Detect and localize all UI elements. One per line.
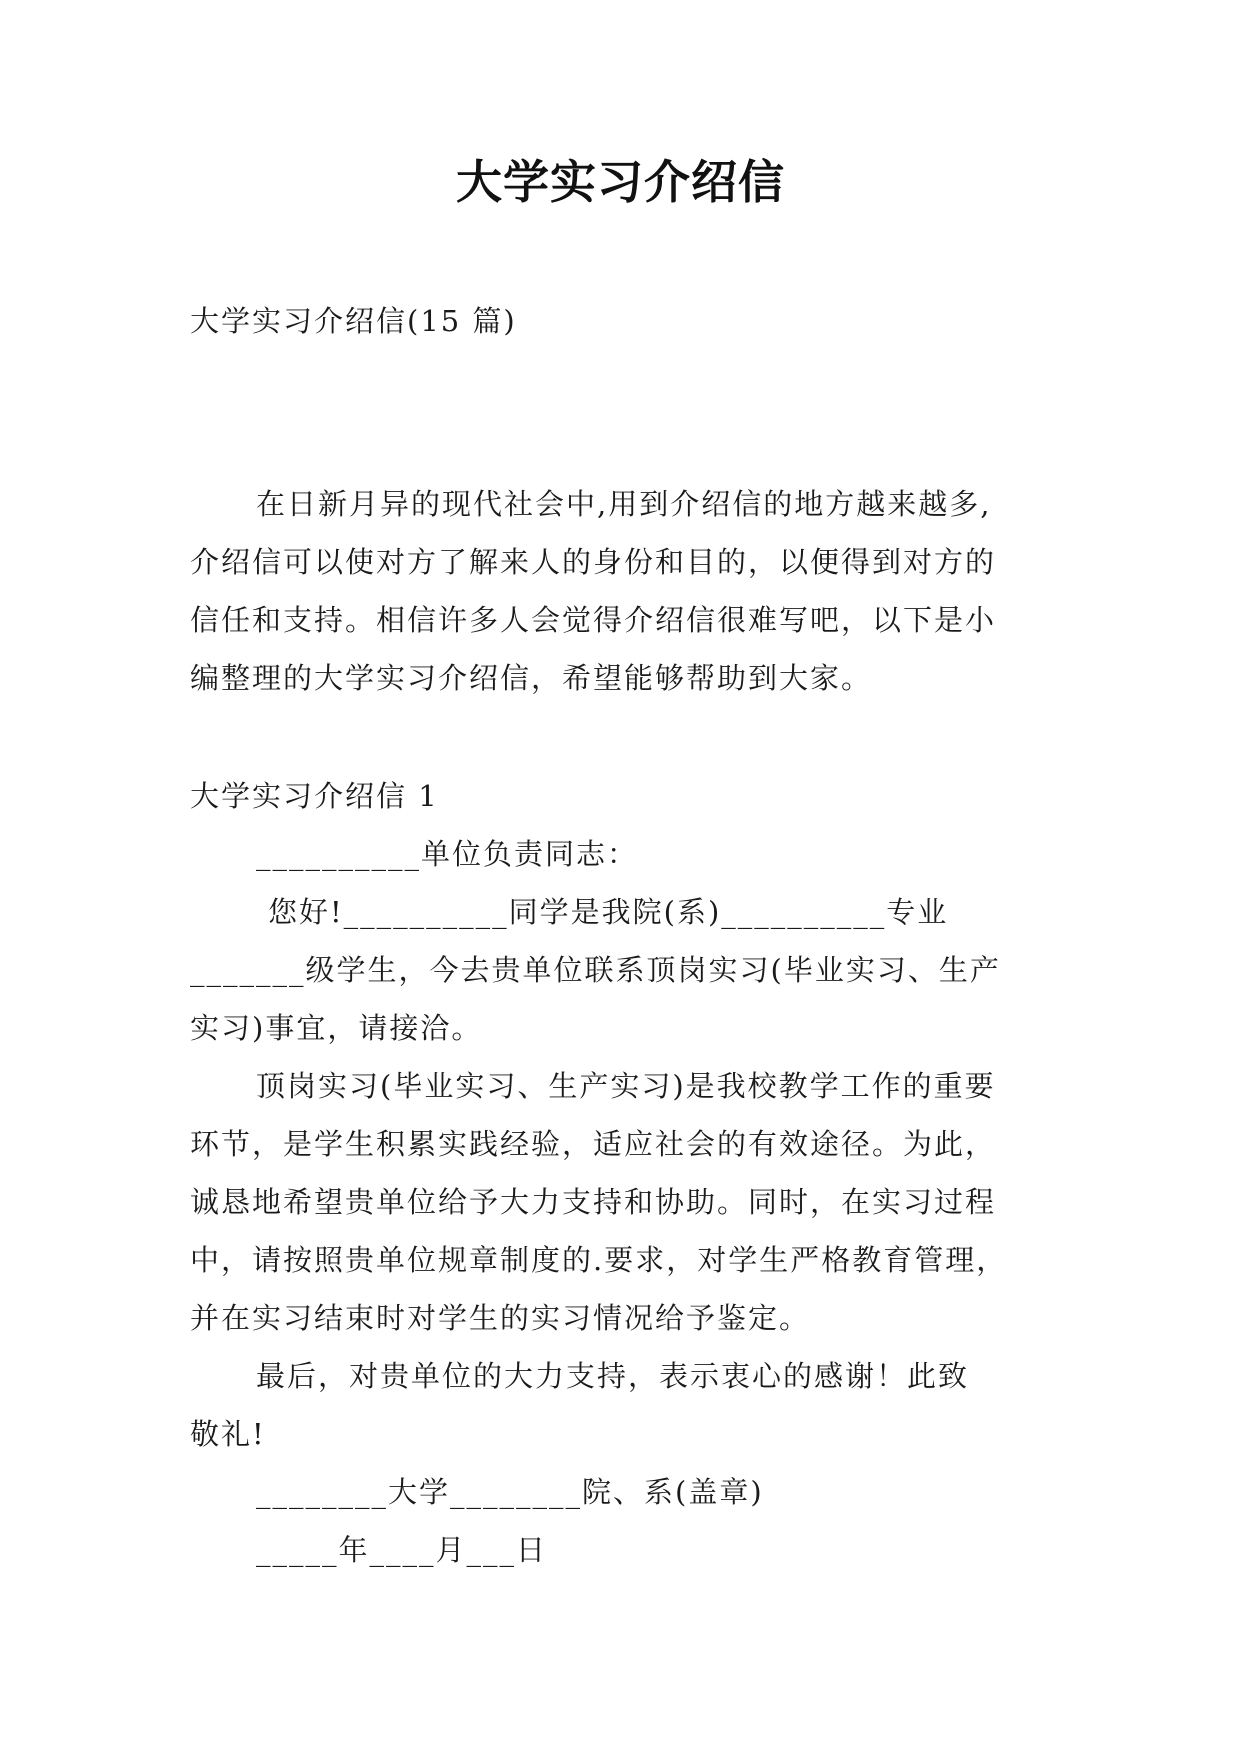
letter-line: 中，请按照贵单位规章制度的.要求，对学生严格教育管理， xyxy=(190,1243,1008,1277)
letter xyxy=(190,825,1050,1579)
letter-signature: ________大学________院、系(盖章) xyxy=(256,1475,764,1509)
letter-line: 环节，是学生积累实践经验，适应社会的有效途径。为此， xyxy=(190,1127,997,1161)
letter-paragraph-1 xyxy=(190,941,1050,1057)
letter-line: 顶岗实习(毕业实习、生产实习)是我校教学工作的重要 xyxy=(256,1069,996,1103)
letter-salutation: __________单位负责同志： xyxy=(256,837,639,871)
letter-line: 最后，对贵单位的大力支持，表示衷心的感谢！此致 xyxy=(256,1359,970,1393)
intro-line: 信任和支持。相信许多人会觉得介绍信很难写吧，以下是小 xyxy=(190,603,997,637)
document-body xyxy=(190,292,1050,1579)
document-title: 大学实习介绍信 xyxy=(456,155,785,209)
intro-line: 介绍信可以使对方了解来人的身份和目的，以便得到对方的 xyxy=(190,545,997,579)
letter-line: 实习)事宜，请接洽。 xyxy=(190,1011,483,1045)
letter-paragraph-2 xyxy=(190,1057,1050,1347)
intro-line: 在日新月异的现代社会中,用到介绍信的地方越来越多, xyxy=(256,487,992,521)
letter-closing xyxy=(190,1347,1050,1463)
letter-greeting: 您好!__________同学是我院(系)__________专业 xyxy=(268,895,949,929)
letter-line: 敬礼! xyxy=(190,1417,266,1451)
intro-line: 编整理的大学实习介绍信，希望能够帮助到大家。 xyxy=(190,661,873,695)
letter-line: _______级学生，今去贵单位联系顶岗实习(毕业实习、生产 xyxy=(190,953,1001,987)
section-heading: 大学实习介绍信 1 xyxy=(190,779,439,813)
letter-line: 诚恳地希望贵单位给予大力支持和协助。同时，在实习过程 xyxy=(190,1185,997,1219)
letter-line: 并在实习结束时对学生的实习情况给予鉴定。 xyxy=(190,1301,811,1335)
intro-paragraph xyxy=(190,475,1050,707)
subtitle: 大学实习介绍信(15 篇) xyxy=(190,304,517,338)
letter-date: _____年____月___日 xyxy=(256,1533,548,1567)
